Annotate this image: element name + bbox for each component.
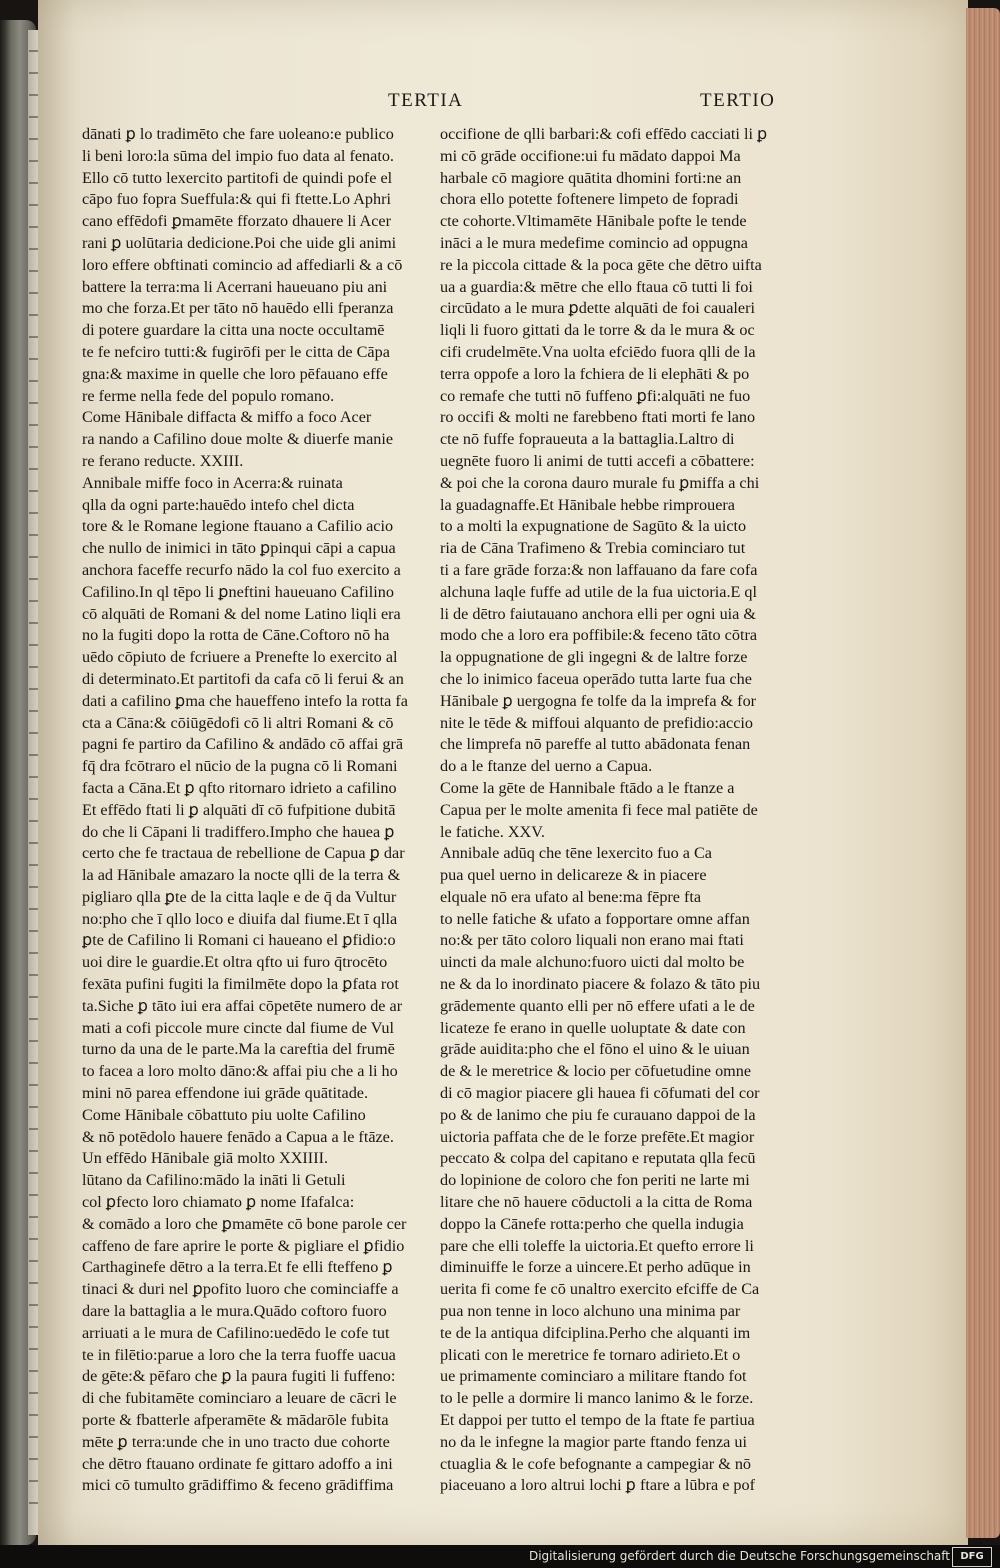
text-line: gna:& maxime in quelle che loro pēfauano effe [82,364,388,383]
text-line: cta a Cāna:& cōiūgēdofi cō li altri Romani & cō [82,713,394,732]
text-line: che limprefa nō pareffe al tutto abādonata fenan [440,735,751,754]
text-line: liqli li fuoro gittati da le torre & da le mura & oc [440,321,755,340]
text-line: mati a cofi piccole mure cincte dal fiume de Vul [82,1018,395,1037]
text-line: di potere guardare la citta una nocte occultamē [82,321,385,340]
text-line: Cafilino.In ql tēpo li ꝑneftini haueuano Cafilino [82,582,394,601]
text-line: mi cō grāde occifione:ui fu mādato dappoi Ma [440,146,741,165]
text-line: di cō magior piacere gli hauea fi cōfumati del cor [440,1084,760,1103]
text-line: to nelle fatiche & ufato a fopportare omne affan [440,909,750,928]
text-column-right [440,124,792,1497]
text-line: facta a Cāna.Et ꝑ qfto ritornaro idrieto a cafilino [82,778,397,797]
text-line: di determinato.Et partitofi da cafa cō li ferui & an [82,669,404,688]
text-line: cō alquāti de Romani & del nome Latino liqli era [82,604,401,623]
text-line: terra oppofe a loro la fchiera de li elephāti & po [440,364,750,383]
text-line: fexāta pufini fugiti la fimilmēte dopo la ꝑfata rot [82,975,399,994]
text-line: Carthaginefe dētro a la terra.Et fe elli fteffeno ꝑ [82,1258,393,1277]
text-line: lūtano da Cafilino:mādo la ināti li Getuli [82,1171,346,1190]
text-line: arriuati a le mura de Cafilino:uedēdo le cofe tut [82,1323,390,1342]
text-line: tinaci & duri nel ꝑpofito luoro che cominciaffe a [82,1280,399,1299]
text-line: ra nando a Cafilino doue molte & diuerfe manie [82,430,394,449]
running-head-right: TERTIO [700,90,776,111]
text-line: dānati ꝑ lo tradimēto che fare uoleano:e publico [82,125,394,143]
text-line: porte & fbatterle afperamēte & mādarōle fubita [82,1411,389,1430]
text-line: Hānibale ꝑ uergogna fe tolfe da la imprefa & for [440,691,757,710]
text-line: po & de lanimo che piu fe curauano dappoi de la [440,1105,756,1124]
text-line: ne & da lo inordinato piacere & folazo & tāto piu [440,975,761,994]
dfg-logo: DFG [952,1547,992,1567]
text-line: qlla da ogni parte:hauēdo intefo chel dicta [82,495,355,514]
text-line: ua a guardia:& mētre che ello ftaua cō tutti li foi [440,277,753,296]
text-line: mini nō parea effendone iui grāde quātitade. [82,1084,369,1103]
text-line: re la piccola cittade & la poca gēte che dētro uifta [440,255,762,274]
text-line: to facea a loro molto dāno:& affai piu che a li ho [82,1062,398,1081]
text-line: uoi dire le guardie.Et oltra qfto ui furo q̄trocēto [82,953,388,972]
text-line: plicati con le meretrice fe tornaro adirieto.Et o [440,1345,741,1364]
text-line: li beni loro:la sūma del impio fuo data al fenato. [82,146,394,165]
text-line: do a le ftanze del uerno a Capua. [440,757,653,776]
text-line: turno da una de le parte.Ma la careftia del frumē [82,1040,395,1059]
text-line: uictoria paffata che de le forze prefēte.Et magior [440,1127,755,1146]
text-line: Un effēdo Hānibale giā molto XXIIII. [82,1149,329,1168]
text-line: pigliaro qlla ꝑte de la citta laqle e de q̄ da Vultur [82,887,397,906]
text-line: occifione de qlli barbari:& cofi effēdo cacciati li ꝑ [440,125,768,143]
text-line: re ferme nella fede del populo romano. [82,386,335,405]
text-line: piaceuano a loro altrui lochi ꝑ ftare a lūbra e pof [440,1476,756,1495]
text-line: Annibale adūq che tēne lexercito fuo a Ca [440,844,712,863]
text-line: & comādo a loro che ꝑmamēte cō bone parole cer [82,1214,407,1233]
text-line: ꝑte de Cafilino li Romani ci haueano el ꝑfidio:o [82,931,396,950]
text-line: caffeno de fare aprire le porte & pigliare el ꝑfidio [82,1236,405,1255]
text-line: ta.Siche ꝑ tāto iui era affai cōpetēte numero de ar [82,996,403,1015]
text-line: do che li Cāpani li tradiffero.Impho che hauea ꝑ [82,822,395,841]
text-line: rani ꝑ uolūtaria dedicione.Poi che uide gli animi [82,233,397,252]
text-line: anchora faceffe recurfo nādo la col fuo exercito a [82,560,401,579]
running-head-left: TERTIA [388,90,464,111]
text-line: Come Hānibale diffacta & miffo a foco Acer [82,408,372,427]
text-line: Annibale miffe foco in Acerra:& ruinata [82,473,343,492]
text-line: ue primamente cominciaro a militare ftando fot [440,1367,747,1386]
text-line: Et dappoi per tutto el tempo de la ftate fe partiua [440,1411,755,1430]
text-line: la guadagnaffe.Et Hānibale hebbe rimprouera [440,495,735,514]
text-line: doppo la Cānefe rotta:perho che quella indugia [440,1214,744,1233]
text-line: fq̄ dra fcōtraro el nūcio de la pugna cō li Romani [82,757,398,776]
text-column-left [82,124,427,1497]
text-line: ti a fare grāde forza:& non laffauano da fare cofa [440,560,758,579]
text-line: ro occifi & molti ne farebbeno ftati morti fe lano [440,408,756,427]
text-line: che nullo de inimici in tāto ꝑpinqui cāpi a capua [82,539,396,558]
text-line: uerita fi come fe cō unaltro exercito efciffe de Ca [440,1280,760,1299]
text-line: to a molti la expugnatione de Sagūto & la uicto [440,517,747,536]
text-line: uincti da male alchuno:fuoro uicti dal molto be [440,953,745,972]
text-line: modo che a loro era poffibile:& feceno tāto cōtra [440,626,758,645]
text-line: co remafe che tutti nō fuffeno ꝑfi:alquāti ne fuo [440,386,751,405]
text-line: certo che fe tractaua de rebellione de Capua ꝑ dar [82,844,405,863]
text-line: do lopinione de coloro che fon periti ne larte mi [440,1171,750,1190]
text-line: pare che elli toleffe la uictoria.Et quefto errore li [440,1236,754,1255]
text-line: & nō potēdolo hauere fenādo a Capua a le ftāze. [82,1127,394,1146]
text-line: battere la terra:ma li Acerrani haueuano piu ani [82,277,388,296]
text-line: li de dētro faiutauano anchora elli per ogni uia & [440,604,756,623]
text-line: Come Hānibale cōbattuto piu uolte Cafilino [82,1105,366,1124]
text-line: mici cō tumulto grādiffimo & feceno grādiffima [82,1476,394,1495]
text-line: licateze fe erano in quelle uoluptate & date con [440,1018,746,1037]
text-line: Ello cō tutto lexercito partitofi de quindi pofe el [82,168,393,187]
text-line: te in filētio:parue a loro che la terra fuoffe uacua [82,1345,396,1364]
text-line: pagni fe partiro da Cafilino & andādo cō affai grā [82,735,404,754]
text-line: mo che forza.Et per tāto nō hauēdo elli fperanza [82,299,394,318]
text-line: peccato & colpa del capitano e reputata qlla fecū [440,1149,756,1168]
text-line: Capua per le molte amenita fi fece mal patiēte de [440,800,758,819]
text-line: chora ello potette foftenere limpeto de fopradi [440,190,739,209]
text-line: nite le tēde & miffoui alquanto de prefidio:accio [440,713,754,732]
text-line: mēte ꝑ terra:unde che in uno tracto due cohorte [82,1432,390,1451]
text-line: cano effēdofi ꝑmamēte fforzato dhauere li Acer [82,212,391,231]
text-line: & poi che la corona dauro murale fu ꝑmiffa a chi [440,473,760,492]
page-edges-fore-edge [966,8,1000,1538]
text-line: pua quel uerno in delicareze & in piacere [440,866,707,885]
text-line: la oppugnatione de gli ingegni & de laltre forze [440,648,748,667]
text-line: Et effēdo ftati li ꝑ alquāti dī cō fufpitione dubitā [82,800,396,819]
footer-credit: Digitalisierung gefördert durch die Deutsche Forschungsgemeinschaft [528,1549,950,1563]
text-line: harbale cō magiore quātita dhomini forti:ne an [440,168,742,187]
text-line: che dētro ftauano ordinate fe gittaro adoffo a ini [82,1454,393,1473]
text-line: ctuaglia & le cofe befognante a campegiar & nō [440,1454,752,1473]
text-line: diminuiffe le forze a uincere.Et perho adūque in [440,1258,751,1277]
text-line: cifi crudelmēte.Vna uolta efciēdo fuora qlli de la [440,342,756,361]
text-line: dare la battaglia a le mura.Quādo coftoro fuoro [82,1302,387,1321]
text-line: te de la antiqua difciplina.Perho che alquanti im [440,1323,751,1342]
text-line: Come la gēte de Hannibale ftādo a le ftanze a [440,778,735,797]
text-line: alchuna laqle fuffe ad utile de la fua uictoria.E ql [440,582,758,601]
text-line: col ꝑfecto loro chiamato ꝑ nome Ifafalca: [82,1193,355,1212]
text-line: no da le infegne la magior parte ftando fenza ui [440,1432,747,1451]
text-line: uegnēte fuoro li animi de tutti accefi a cōbattere: [440,451,755,470]
text-line: grādemente quanto elli per nō effere ufati a le de [440,996,755,1015]
text-line: to le pelle a dormire li manco lanimo & le forze. [440,1389,754,1408]
text-line: ināci a le mura medefime comincio ad oppugna [440,233,748,252]
text-line: tore & le Romane legione ftauano a Cafilio acio [82,517,394,536]
text-line: no:& per tāto coloro liquali non erano mai ftati [440,931,744,950]
text-line: de gēte:& pēfaro che ꝑ la paura fugiti li fuffeno: [82,1367,396,1386]
text-line: grāde auidita:pho che el fōno el uino & le uiuan [440,1040,750,1059]
text-line: cte cohorte.Vltimamēte Hānibale pofte le tende [440,212,747,231]
text-line: cāpo fuo fopra Sueffula:& qui fi ftette.Lo Aphri [82,190,391,209]
text-line: no:pho che ī qllo loco e diuifa dal fiume.Et ī qlla [82,909,398,928]
text-line: loro effere obftinati comincio ad affediarli & a cō [82,255,403,274]
text-line: pua non tenne in loco alchuno una minima par [440,1302,741,1321]
text-line: elquale nō era ufato al bene:ma fēpre fta [440,887,702,906]
text-line: cte nō fuffe fopraueuta a la battaglia.Laltro di [440,430,735,449]
text-line: dati a cafilino ꝑma che haueffeno intefo la rotta fa [82,691,408,710]
text-line: uēdo cōpiuto de fcriuere a Prenefte lo exercito al [82,648,398,667]
text-line: ria de Cāna Trafimeno & Trebia cominciaro tut [440,539,746,558]
text-line: de & le meretrice & locio per cōfuetudine omne [440,1062,752,1081]
text-line: che lo inimico faceua operādo tutta larte fua che [440,669,752,688]
text-line: no la fugiti dopo la rotta de Cāne.Coftoro nō ha [82,626,390,645]
text-line: re ferano reducte. XXIII. [82,451,244,470]
text-line: la ad Hānibale amazaro la nocte qlli de la terra & [82,866,401,885]
text-line: di che fubitamēte cominciaro a leuare de cācri le [82,1389,397,1408]
text-line: te fe nefciro tutti:& fugirōfi per le citta de Cāpa [82,342,390,361]
text-line: le fatiche. XXV. [440,822,545,841]
text-line: litare che nō hauere cōductoli a la citta de Roma [440,1193,753,1212]
text-line: circūdato a le mura ꝑdette alquāti de foi caualeri [440,299,755,318]
